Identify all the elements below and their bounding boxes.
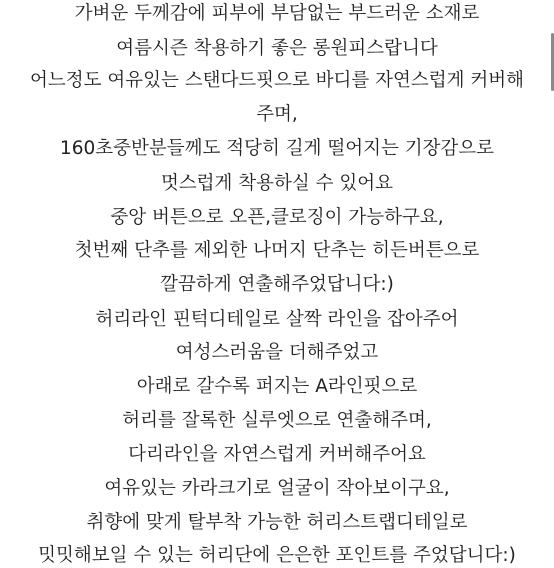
description-line-3: 어느정도 여유있는 스탠다드핏으로 바디를 자연스럽게 커버해 <box>29 70 525 91</box>
description-line-8: 첫번째 단추를 제외한 나머지 단추는 히든버튼으로 <box>74 240 480 261</box>
description-line-5: 160초중반분들께도 적당히 길게 떨어지는 기장감으로 <box>59 138 495 159</box>
description-line-11: 여성스러움을 더해주었고 <box>175 342 379 363</box>
description-line-17: 밋밋해보일 수 있는 허리단에 은은한 포인트를 주었답니다:) <box>38 545 516 566</box>
description-line-16: 취향에 맞게 탈부착 가능한 허리스트랩디테일로 <box>86 512 468 533</box>
description-line-6: 멋스럽게 착용하실 수 있어요 <box>160 173 394 194</box>
description-line-14: 다리라인을 자연스럽게 커버해주어요 <box>128 444 426 465</box>
description-line-4: 주며, <box>256 104 298 125</box>
description-line-7: 중앙 버튼으로 오픈,클로징이 가능하구요, <box>110 207 444 228</box>
description-line-12: 아래로 갈수록 퍼지는 A라인핏으로 <box>136 376 418 397</box>
description-line-9: 깔끔하게 연출해주었답니다:) <box>160 274 394 295</box>
description-line-2: 여름시즌 착용하기 좋은 롱원피스랍니다 <box>116 38 438 59</box>
description-line-15: 여유있는 카라크기로 얼굴이 작아보이구요, <box>104 478 450 499</box>
description-line-13: 허리를 잘록한 실루엣으로 연출해주며, <box>122 410 432 431</box>
description-line-1: 가벼운 두께감에 피부에 부담없는 부드러운 소재로 <box>74 3 480 24</box>
description-line-10: 허리라인 핀턱디테일로 살짝 라인을 잡아주어 <box>95 309 459 330</box>
